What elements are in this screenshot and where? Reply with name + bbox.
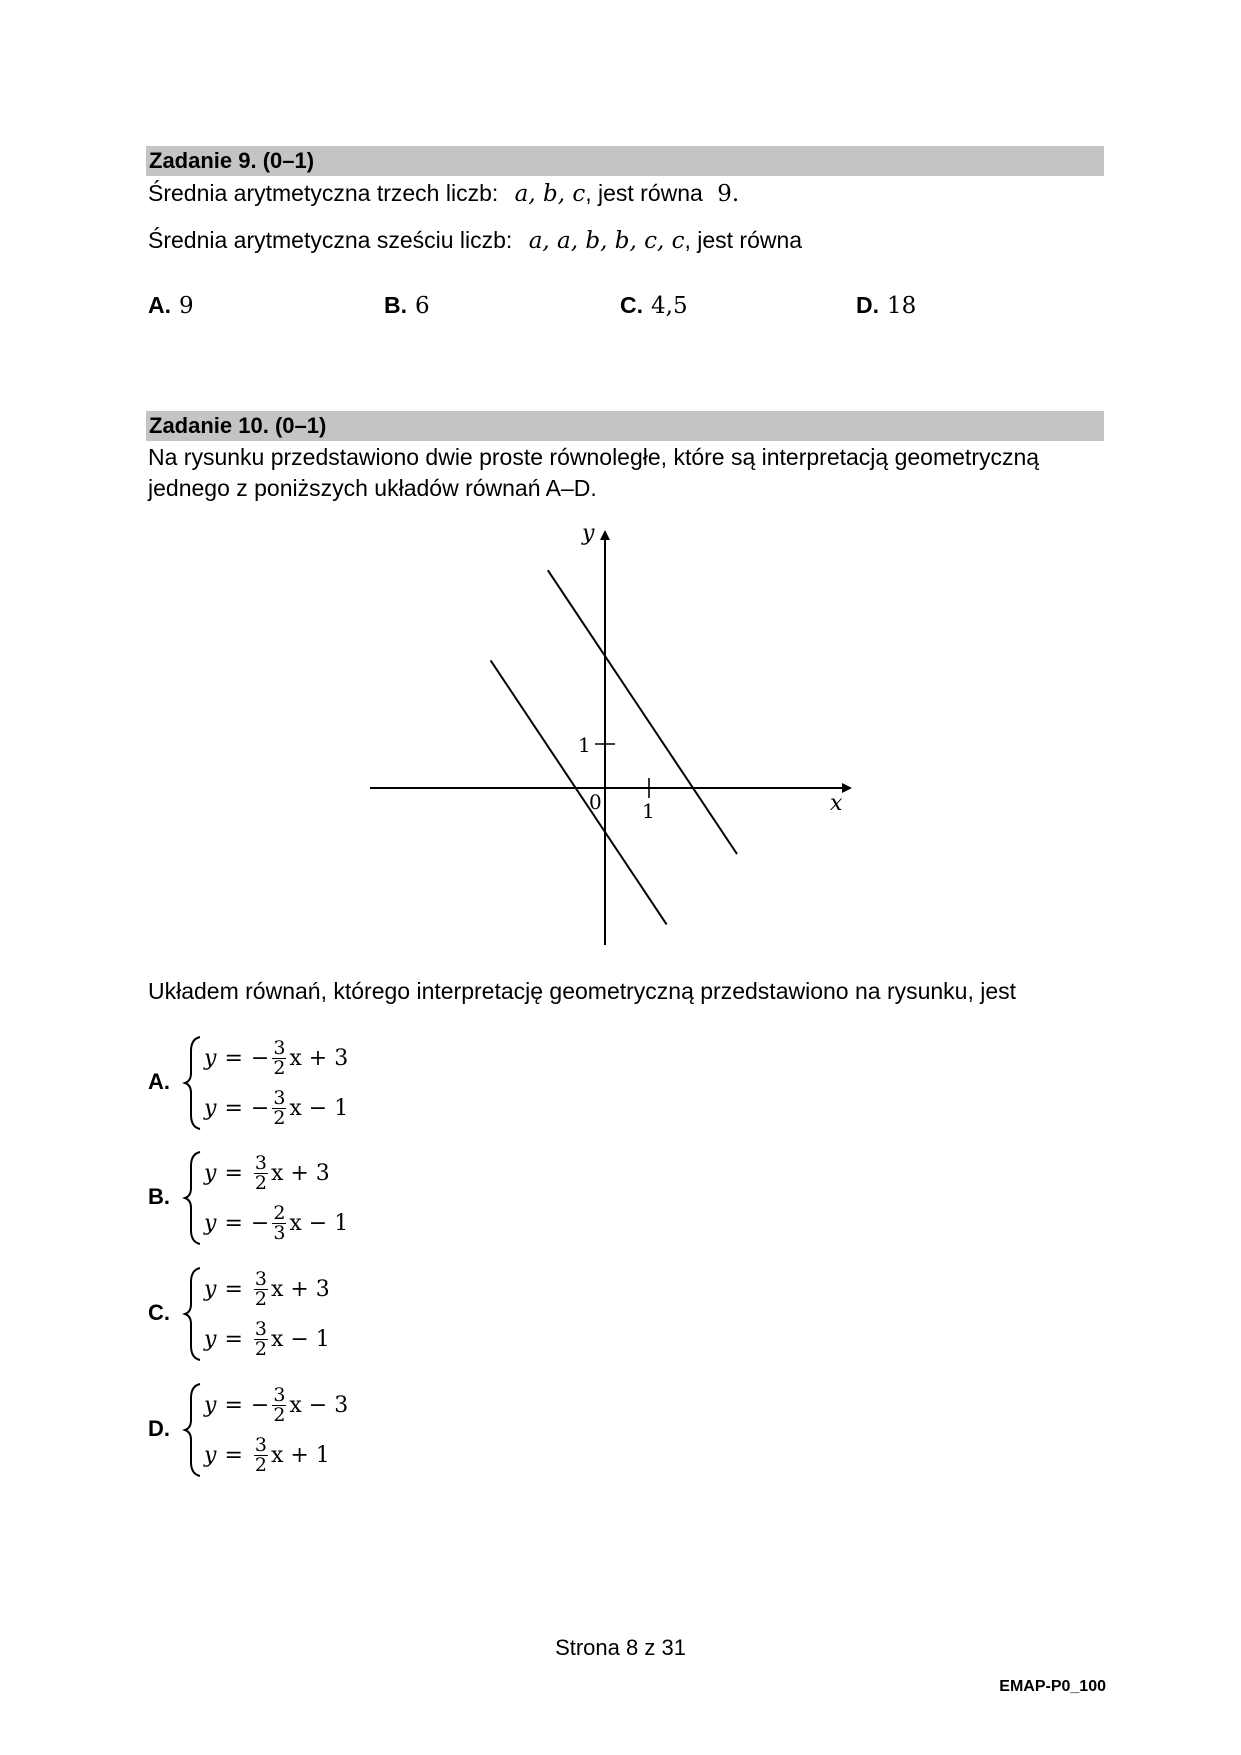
task10-option-a[interactable] (148, 1035, 448, 1131)
equation-1: y = − $\frac{3}{2}$ x + 3 (204, 1036, 349, 1079)
task10-intro-line2: jednego z poniższych układów równań A–D. (148, 475, 597, 501)
option-letter: D. (856, 292, 879, 318)
task9-option-b[interactable] (384, 292, 430, 319)
option-value: 6 (415, 293, 430, 319)
task10-header: Zadanie 10. (0–1) (146, 411, 1104, 441)
task9-option-a[interactable] (148, 292, 194, 319)
equation-1: y = $\frac{3}{2}$ x + 3 (204, 1151, 330, 1194)
y-axis-label: y (582, 521, 595, 546)
task10-intro-line1: Na rysunku przedstawiono dwie proste równoległe, które są interpretacją geometryczną (148, 444, 1040, 470)
task9-option-c[interactable] (620, 292, 688, 319)
task9-line2 (148, 227, 802, 254)
left-brace-icon (182, 1035, 204, 1131)
equation-2: y = − $\frac{2}{3}$ x − 1 (204, 1201, 349, 1244)
parallel-lines-graph (360, 520, 860, 950)
task9-line1-text: Średnia arytmetyczna trzech liczb: (148, 180, 499, 206)
left-brace-icon (182, 1382, 204, 1478)
option-letter: A. (148, 292, 171, 318)
left-brace-icon (182, 1266, 204, 1362)
x-axis-label: x (830, 791, 843, 816)
equation-2: y = $\frac{3}{2}$ x + 1 (204, 1433, 330, 1476)
y-tick-label: 1 (578, 733, 591, 757)
equation-2: y = − $\frac{3}{2}$ x − 1 (204, 1086, 349, 1129)
equation-1: y = $\frac{3}{2}$ x + 3 (204, 1267, 330, 1310)
task10-question: Układem równań, którego interpretację geometryczną przedstawiono na rysunku, jest (148, 978, 1017, 1004)
task10-option-d[interactable] (148, 1382, 448, 1478)
page-number: Strona 8 z 31 (555, 1635, 686, 1660)
equation-2: y = $\frac{3}{2}$ x − 1 (204, 1317, 330, 1360)
task9-line1-tail: , jest równa (585, 180, 703, 206)
equation-1: y = − $\frac{3}{2}$ x − 3 (204, 1383, 349, 1426)
option-letter: D. (148, 1416, 170, 1441)
graph-line-2 (491, 660, 667, 924)
option-letter: B. (148, 1184, 170, 1209)
option-letter: C. (620, 292, 643, 318)
task9-line2-text: Średnia arytmetyczna sześciu liczb: (148, 227, 513, 253)
option-letter: B. (384, 292, 407, 318)
task9-line1 (148, 180, 739, 207)
task9-line1-value: 9. (717, 181, 740, 207)
option-letter: A. (148, 1069, 170, 1094)
x-tick-label: 1 (642, 799, 655, 823)
task9-line2-vars: a, a, b, b, c, c (528, 228, 685, 254)
left-brace-icon (182, 1150, 204, 1246)
task9-line2-tail: , jest równa (684, 227, 803, 253)
task9-option-d[interactable] (856, 292, 916, 319)
origin-label: 0 (589, 790, 602, 814)
task10-option-c[interactable] (148, 1266, 448, 1362)
option-value: 18 (887, 293, 917, 319)
task9-line1-vars: a, b, c (514, 181, 586, 207)
option-letter: C. (148, 1300, 170, 1325)
option-value: 9 (179, 293, 194, 319)
task10-option-b[interactable] (148, 1150, 448, 1246)
option-value: 4,5 (651, 293, 688, 319)
task9-header: Zadanie 9. (0–1) (146, 146, 1104, 176)
exam-code: EMAP-P0_100 (999, 1678, 1106, 1695)
